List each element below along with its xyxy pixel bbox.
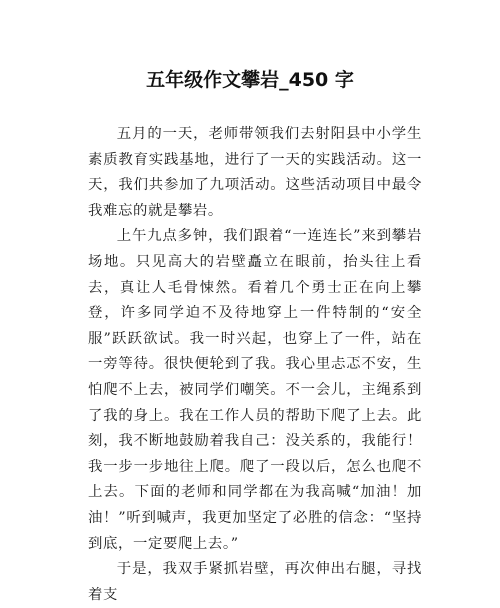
paragraph-1: 五月的一天，老师带领我们去射阳县中小学生素质教育实践基地，进行了一天的实践活动。这一天，我们共参加了九项活动。这些活动项目中最令我难忘的就是攀岩。 xyxy=(88,126,422,219)
document-body xyxy=(88,122,422,608)
paragraph-3: 于是，我双手紧抓岩壁，再次伸出右腿，寻找着支 xyxy=(88,561,422,603)
paragraph-2: 上午九点多钟，我们跟着“一连连长”来到攀岩场地。只见高大的岩壁矗立在眼前，抬头往上看去，真让人毛骨悚然。看着几个勇士正在向上攀登，许多同学迫不及待地穿上一件特制的“安全服”跃跃欲试。我一时兴起，也穿上了一件，站在一旁等待。很快便轮到了我。我心里忐忑不安，生怕爬不上去，被同学们嘲笑。不一会儿，主绳系到了我的身上。我在工作人员的帮助下爬了上去。此刻，我不断地鼓励着我自己：没关系的，我能行！我一步一步地往上爬。爬了一段以后，怎么也爬不上去。下面的老师和同学都在为我高喊“加油！加油！”听到喊声，我更加坚定了必胜的信念：“坚持到底，一定要爬上去。” xyxy=(88,228,422,552)
document-title: 五年级作文攀岩_450 字 xyxy=(146,69,354,91)
